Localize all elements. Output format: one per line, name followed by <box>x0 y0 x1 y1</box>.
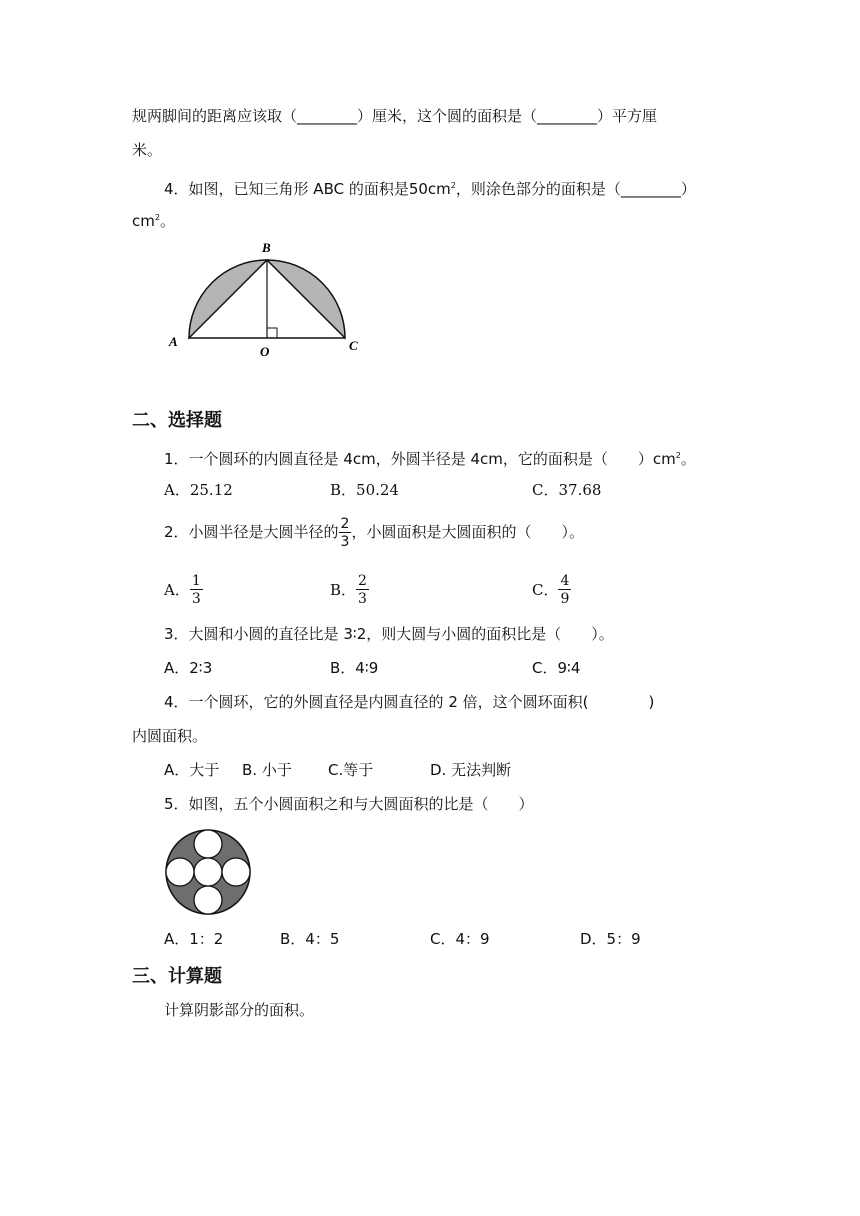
q3-line1: 规两脚间的距离应该取（________）厘米，这个圆的面积是（________）平方厘 <box>132 107 658 125</box>
q4-fill-line1: 4．如图，已知三角形 ABC 的面积是$50cm^2$，则涂色部分的面积是（________） <box>164 180 696 198</box>
section3-text: 计算阴影部分的面积。 <box>164 1001 315 1019</box>
label-c: C <box>349 338 358 353</box>
q4-fill-line2: $cm^2$。 <box>132 212 175 230</box>
right-angle-mark <box>267 328 277 338</box>
small-circle-bottom <box>194 886 222 914</box>
q2-fraction: $\frac{2}{3}$ <box>340 515 350 550</box>
section2-heading: 二、选择题 <box>132 410 222 431</box>
s2-q5-option-b: B．4：5 <box>280 930 340 948</box>
shaded-region-left <box>189 260 267 338</box>
semicircle-triangle-figure <box>160 236 370 361</box>
s2-q1-option-a: A．25.12 <box>164 481 233 499</box>
five-circles-figure <box>164 828 252 916</box>
s2-q3-option-b: B．4∶9 <box>330 659 379 677</box>
s2-q1-option-b: B．50.24 <box>330 481 399 499</box>
s2-q4-line1: 4．一个圆环，它的外圆直径是内圆直径的 2 倍，这个圆环面积( ) <box>164 693 655 711</box>
s2-q4-option-c: C.等于 <box>328 761 374 779</box>
s2-q2-option-c: C． $\frac{4}{9}$ <box>532 573 570 607</box>
label-o: O <box>260 344 270 359</box>
s2-q5: 5．如图，五个小圆面积之和与大圆面积的比是（ ） <box>164 795 534 813</box>
s2-q4-option-d: D. 无法判断 <box>430 761 512 779</box>
small-circle-top <box>194 830 222 858</box>
s2-q4-option-b: B. 小于 <box>242 761 292 779</box>
small-circle-right <box>222 858 250 886</box>
s2-q3-option-a: A．2∶3 <box>164 659 213 677</box>
s2-q4-line2: 内圆面积。 <box>132 727 208 745</box>
s2-q1: 1．一个圆环的内圆直径是 4cm，外圆半径是 4cm，它的面积是（ ）$cm^2$。 <box>164 450 696 468</box>
s2-q4-option-a: A．大于 <box>164 761 220 779</box>
section3-heading: 三、计算题 <box>132 966 222 987</box>
s2-q2: 2．小圆半径是大圆半径的 $\frac{2}{3}$ ，小圆面积是大圆面积的（ ）。 <box>164 515 584 550</box>
s2-q5-option-d: D．5：9 <box>580 930 641 948</box>
s2-q2-option-a: A． $\frac{1}{3}$ <box>164 573 201 607</box>
s2-q5-option-c: C．4：9 <box>430 930 490 948</box>
label-a: A <box>169 334 178 349</box>
small-circle-center <box>194 858 222 886</box>
small-circle-left <box>166 858 194 886</box>
label-b: B <box>262 240 271 255</box>
s2-q1-option-c: C．37.68 <box>532 481 602 499</box>
s2-q2-option-b: B． $\frac{2}{3}$ <box>330 573 367 607</box>
s2-q5-option-a: A．1：2 <box>164 930 224 948</box>
s2-q3: 3．大圆和小圆的直径比是 3∶2，则大圆与小圆的面积比是（ ）。 <box>164 625 614 643</box>
q3-line2: 米。 <box>132 141 163 159</box>
shaded-region-right <box>267 260 345 338</box>
s2-q3-option-c: C．9∶4 <box>532 659 581 677</box>
